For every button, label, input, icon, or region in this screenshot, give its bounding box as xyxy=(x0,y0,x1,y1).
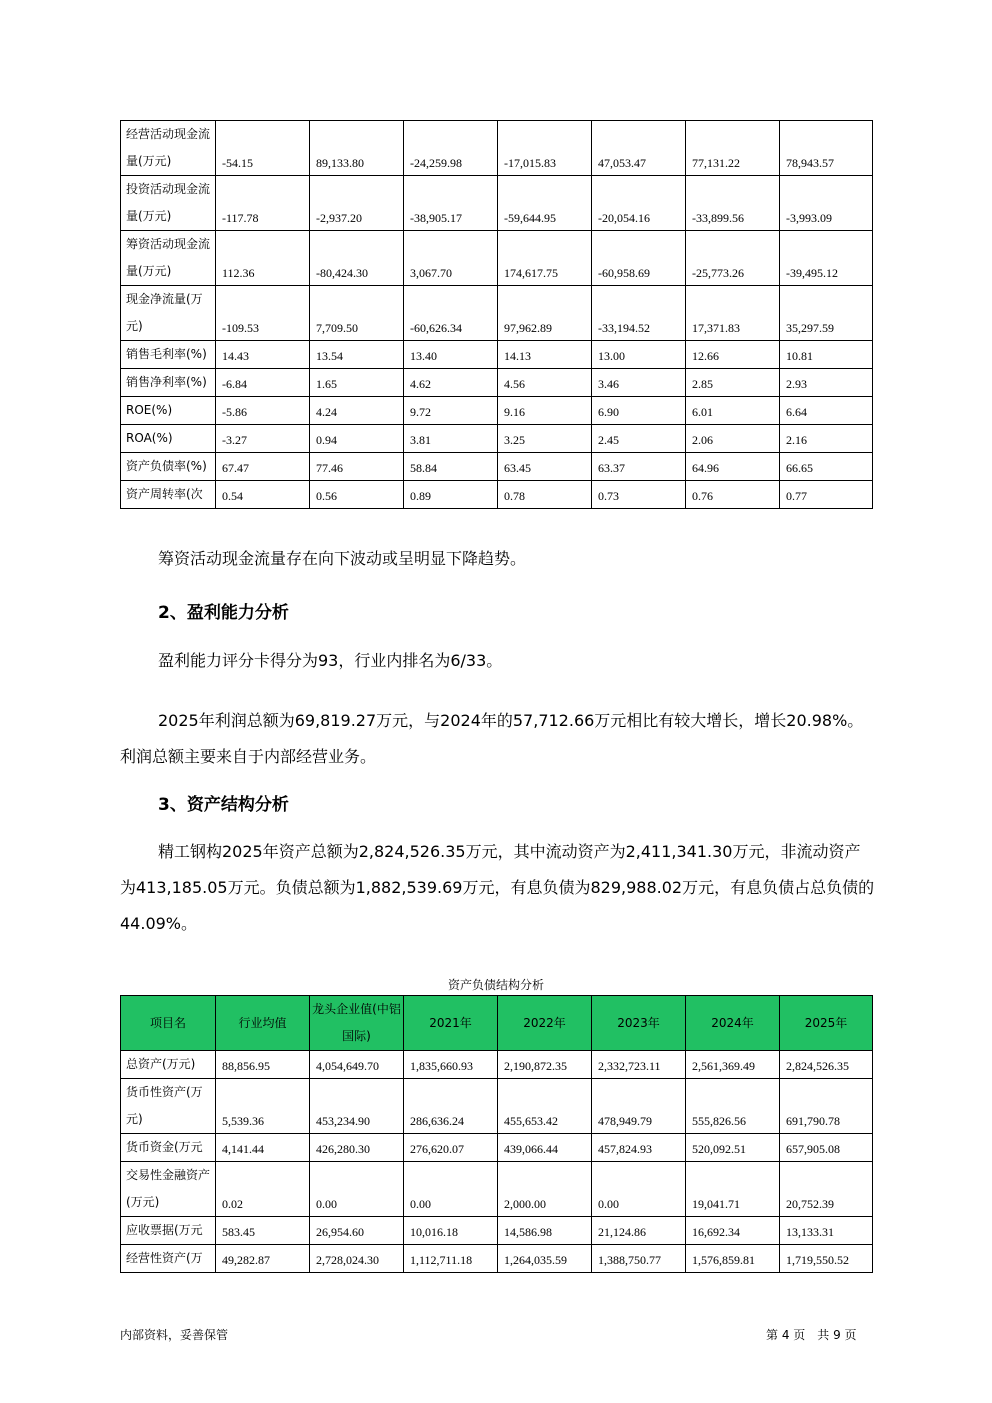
table-cell: 4.24 xyxy=(310,397,404,425)
table-cell: -60,626.34 xyxy=(404,286,498,341)
row-label: ROA(%) xyxy=(121,425,216,453)
table-cell: 77,131.22 xyxy=(686,121,780,176)
table-cell: -33,899.56 xyxy=(686,176,780,231)
column-header: 2025年 xyxy=(780,996,873,1051)
column-header: 2022年 xyxy=(498,996,592,1051)
table-cell: -39,495.12 xyxy=(780,231,873,286)
table-cell: 13,133.31 xyxy=(780,1217,873,1245)
table-cell: 2,561,369.49 xyxy=(686,1051,780,1079)
row-label: 货币资金(万元 xyxy=(121,1134,216,1162)
table-row xyxy=(121,1162,873,1217)
table-cell: -109.53 xyxy=(216,286,310,341)
table-cell: 2.16 xyxy=(780,425,873,453)
table-cell: 691,790.78 xyxy=(780,1079,873,1134)
table-cell: 286,636.24 xyxy=(404,1079,498,1134)
table-cell: 478,949.79 xyxy=(592,1079,686,1134)
table-cell: 1,388,750.77 xyxy=(592,1245,686,1273)
table-cell: 3.46 xyxy=(592,369,686,397)
table-cell: 455,653.42 xyxy=(498,1079,592,1134)
asset-liability-table xyxy=(120,995,873,1273)
row-label: ROE(%) xyxy=(121,397,216,425)
row-label: 交易性金融资产(万元) xyxy=(121,1162,216,1217)
table-cell: -3,993.09 xyxy=(780,176,873,231)
table-cell: 9.16 xyxy=(498,397,592,425)
table-cell: 13.40 xyxy=(404,341,498,369)
table-cell: 2.06 xyxy=(686,425,780,453)
column-header: 项目名 xyxy=(121,996,216,1051)
table-cell: 66.65 xyxy=(780,453,873,481)
table-cell: 9.72 xyxy=(404,397,498,425)
table-cell: 0.00 xyxy=(404,1162,498,1217)
table-cell: 0.00 xyxy=(592,1162,686,1217)
table-cell: 1,576,859.81 xyxy=(686,1245,780,1273)
table-cell: -38,905.17 xyxy=(404,176,498,231)
table-cell: 426,280.30 xyxy=(310,1134,404,1162)
section-heading-profitability: 2、盈利能力分析 xyxy=(158,603,289,623)
table-row xyxy=(121,341,873,369)
table-cell: 10,016.18 xyxy=(404,1217,498,1245)
table-row xyxy=(121,1134,873,1162)
table-cell: 1,719,550.52 xyxy=(780,1245,873,1273)
table-cell: 0.00 xyxy=(310,1162,404,1217)
table-cell: 89,133.80 xyxy=(310,121,404,176)
table-cell: -24,259.98 xyxy=(404,121,498,176)
table-cell: 2,332,723.11 xyxy=(592,1051,686,1079)
table-cell: 0.76 xyxy=(686,481,780,509)
row-label: 销售毛利率(%) xyxy=(121,341,216,369)
table-row xyxy=(121,1245,873,1273)
column-header: 2023年 xyxy=(592,996,686,1051)
footer-page-number: 第 4 页 共 9 页 xyxy=(766,1328,857,1342)
table-cell: 0.73 xyxy=(592,481,686,509)
table-cell: 16,692.34 xyxy=(686,1217,780,1245)
table-cell: -17,015.83 xyxy=(498,121,592,176)
table-cell: 97,962.89 xyxy=(498,286,592,341)
table-cell: 4.62 xyxy=(404,369,498,397)
table-cell: 2,728,024.30 xyxy=(310,1245,404,1273)
table-cell: 5,539.36 xyxy=(216,1079,310,1134)
table-cell: 63.37 xyxy=(592,453,686,481)
table-cell: 35,297.59 xyxy=(780,286,873,341)
table-cell: 63.45 xyxy=(498,453,592,481)
table-row xyxy=(121,176,873,231)
row-label: 经营性资产(万 xyxy=(121,1245,216,1273)
profitability-score-text: 盈利能力评分卡得分为93，行业内排名为6/33。 xyxy=(158,651,503,670)
table-cell: 47,053.47 xyxy=(592,121,686,176)
table-cell: 453,234.90 xyxy=(310,1079,404,1134)
column-header: 2021年 xyxy=(404,996,498,1051)
table-cell: 6.01 xyxy=(686,397,780,425)
table-cell: 58.84 xyxy=(404,453,498,481)
table-cell: 19,041.71 xyxy=(686,1162,780,1217)
table-cell: 78,943.57 xyxy=(780,121,873,176)
table-cell: 2.93 xyxy=(780,369,873,397)
table-cell: 0.54 xyxy=(216,481,310,509)
table-cell: 14,586.98 xyxy=(498,1217,592,1245)
table-cell: 520,092.51 xyxy=(686,1134,780,1162)
row-label: 现金净流量(万元) xyxy=(121,286,216,341)
row-label: 货币性资产(万元) xyxy=(121,1079,216,1134)
table-cell: 20,752.39 xyxy=(780,1162,873,1217)
table-cell: -117.78 xyxy=(216,176,310,231)
table-cell: 3,067.70 xyxy=(404,231,498,286)
table-cell: -20,054.16 xyxy=(592,176,686,231)
table-cell: 2.45 xyxy=(592,425,686,453)
table-cell: 3.25 xyxy=(498,425,592,453)
table-cell: 1,112,711.18 xyxy=(404,1245,498,1273)
table-cell: 1,264,035.59 xyxy=(498,1245,592,1273)
table-row xyxy=(121,1079,873,1134)
table-cell: 77.46 xyxy=(310,453,404,481)
table-cell: 457,824.93 xyxy=(592,1134,686,1162)
table-cell: -54.15 xyxy=(216,121,310,176)
table-cell: 21,124.86 xyxy=(592,1217,686,1245)
table-cell: 112.36 xyxy=(216,231,310,286)
column-header: 2024年 xyxy=(686,996,780,1051)
table-cell: 1.65 xyxy=(310,369,404,397)
table-row xyxy=(121,231,873,286)
table-cell: 7,709.50 xyxy=(310,286,404,341)
table-row xyxy=(121,425,873,453)
row-label: 投资活动现金流量(万元) xyxy=(121,176,216,231)
table-cell: 67.47 xyxy=(216,453,310,481)
table-cell: 3.81 xyxy=(404,425,498,453)
table-cell: 49,282.87 xyxy=(216,1245,310,1273)
table-cell: 0.02 xyxy=(216,1162,310,1217)
table-cell: 276,620.07 xyxy=(404,1134,498,1162)
table-cell: 657,905.08 xyxy=(780,1134,873,1162)
table-cell: -80,424.30 xyxy=(310,231,404,286)
table-cell: 26,954.60 xyxy=(310,1217,404,1245)
table-cell: -59,644.95 xyxy=(498,176,592,231)
table-cell: 0.77 xyxy=(780,481,873,509)
table-cell: 14.13 xyxy=(498,341,592,369)
row-label: 经营活动现金流量(万元) xyxy=(121,121,216,176)
table-cell: -5.86 xyxy=(216,397,310,425)
asset-structure-text: 精工钢构2025年资产总额为2,824,526.35万元，其中流动资产为2,411,341.30万元，非流动资产为413,185.05万元。负债总额为1,882,539.69万元，有息负债为829,988.02万元，有息负债占总负债的44.09%。 xyxy=(120,842,875,933)
table-cell: 0.56 xyxy=(310,481,404,509)
table-cell: -60,958.69 xyxy=(592,231,686,286)
table-cell: -33,194.52 xyxy=(592,286,686,341)
row-label: 应收票据(万元 xyxy=(121,1217,216,1245)
column-header: 行业均值 xyxy=(216,996,310,1051)
table-cell: 1,835,660.93 xyxy=(404,1051,498,1079)
table-cell: -6.84 xyxy=(216,369,310,397)
table-cell: 583.45 xyxy=(216,1217,310,1245)
column-header: 龙头企业值(中铝国际) xyxy=(310,996,404,1051)
table-cell: 6.64 xyxy=(780,397,873,425)
table-cell: 4,141.44 xyxy=(216,1134,310,1162)
footer-confidential: 内部资料，妥善保管 xyxy=(120,1328,229,1342)
table-row xyxy=(121,286,873,341)
table-row xyxy=(121,453,873,481)
table-cell: 64.96 xyxy=(686,453,780,481)
table-row xyxy=(121,1217,873,1245)
table-cell: 4,054,649.70 xyxy=(310,1051,404,1079)
table-cell: 12.66 xyxy=(686,341,780,369)
table-cell: 0.94 xyxy=(310,425,404,453)
financial-ratio-table xyxy=(120,120,873,509)
table-cell: -2,937.20 xyxy=(310,176,404,231)
table-row xyxy=(121,397,873,425)
table-cell: 13.54 xyxy=(310,341,404,369)
row-label: 销售净利率(%) xyxy=(121,369,216,397)
table-row xyxy=(121,481,873,509)
table-cell: 88,856.95 xyxy=(216,1051,310,1079)
table-cell: 14.43 xyxy=(216,341,310,369)
table-row xyxy=(121,1051,873,1079)
table-cell: 2,824,526.35 xyxy=(780,1051,873,1079)
table-cell: 0.89 xyxy=(404,481,498,509)
table-cell: 555,826.56 xyxy=(686,1079,780,1134)
row-label: 总资产(万元) xyxy=(121,1051,216,1079)
table-cell: 10.81 xyxy=(780,341,873,369)
table-cell: 2.85 xyxy=(686,369,780,397)
cashflow-note: 筹资活动现金流量存在向下波动或呈明显下降趋势。 xyxy=(158,549,527,568)
table-cell: 2,000.00 xyxy=(498,1162,592,1217)
table-cell: -3.27 xyxy=(216,425,310,453)
table-cell: 13.00 xyxy=(592,341,686,369)
table-header-row xyxy=(121,996,873,1051)
row-label: 资产周转率(次 xyxy=(121,481,216,509)
table-cell: 4.56 xyxy=(498,369,592,397)
table-row xyxy=(121,121,873,176)
table-cell: 2,190,872.35 xyxy=(498,1051,592,1079)
table-row xyxy=(121,369,873,397)
table-cell: -25,773.26 xyxy=(686,231,780,286)
table-cell: 6.90 xyxy=(592,397,686,425)
row-label: 资产负债率(%) xyxy=(121,453,216,481)
row-label: 筹资活动现金流量(万元) xyxy=(121,231,216,286)
profit-total-text: 2025年利润总额为69,819.27万元，与2024年的57,712.66万元相比有较大增长，增长20.98%。利润总额主要来自于内部经营业务。 xyxy=(120,711,864,766)
table-cell: 174,617.75 xyxy=(498,231,592,286)
table-caption: 资产负债结构分析 xyxy=(447,978,544,992)
section-heading-asset-structure: 3、资产结构分析 xyxy=(158,795,289,815)
table-cell: 0.78 xyxy=(498,481,592,509)
table-cell: 439,066.44 xyxy=(498,1134,592,1162)
table-cell: 17,371.83 xyxy=(686,286,780,341)
